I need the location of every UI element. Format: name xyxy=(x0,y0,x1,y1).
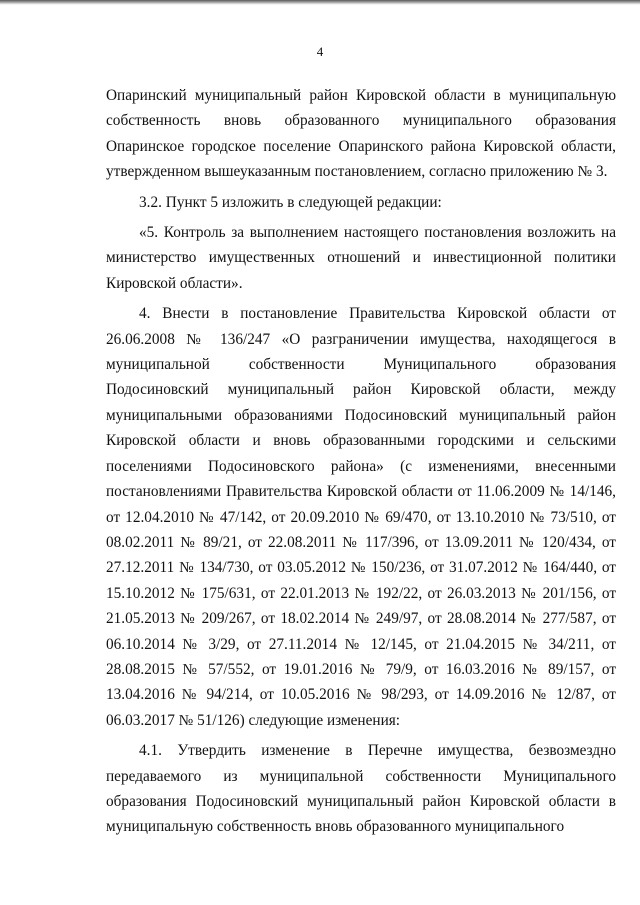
paragraph-continuation: Опаринский муниципальный район Кировской области в муниципальную собственность вновь образованного муниципального образования Опаринское городское поселение Опаринского района Кировской области, утвержденном вышеуказанным постановлением, согласно приложению № 3. xyxy=(106,87,616,181)
paragraph-4: 4. Внести в постановление Правительства Кировской области от 26.06.2008 № 136/247 «О разграничении имущества, находящегося в муниципальной собственности Муниципального образования Подосиновский муниципальный район Кировской области, между муниципальными образованиями Подосиновский муниципальный район Кировской области и вновь образованными городскими и сельскими поселениями Подосиновского района» (с изменениями, внесенными постановлениями Правительства Кировской области от 11.06.2009 № 14/146, от 12.04.2010 № 47/142, от 20.09.2010 № 69/470, от 13.10.2010 № 73/510, от 08.02.2011 № 89/21, от 22.08.2011 № 117/396, от 13.09.2011 № 120/434, от 27.12.2011 № 134/730, от 03.05.2012 № 150/236, от 31.07.2012 № 164/440, от 15.10.2012 № 175/631, от 22.01.2013 № 192/22, от 26.03.2013 № 201/156, от 21.05.2013 № 209/267, от 18.02.2014 № 249/97, от 28.08.2014 № 277/587, от 06.10.2014 № 3/29, от 27.11.2014 № 12/145, от 21.04.2015 № 34/211, от 28.08.2015 № 57/552, от 19.01.2016 № 79/9, от 16.03.2016 № 89/157, от 13.04.2016 № 94/214, от 10.05.2016 № 98/293, от 14.09.2016 № 12/87, от 06.03.2017 № 51/126) следующие изменения: xyxy=(106,305,616,729)
paragraph-3-2: 3.2. Пункт 5 изложить в следующей редакции: xyxy=(139,193,442,211)
page-number: 4 xyxy=(316,44,324,59)
paragraph-point-5-quote: «5. Контроль за выполнением настоящего постановления возложить на министерство имущественных отношений и инвестиционной политики Кировской области». xyxy=(106,224,616,292)
document-body xyxy=(106,83,616,840)
paragraph-4-1: 4.1. Утвердить изменение в Перечне имущества, безвозмездно передаваемого из муниципальной собственности Муниципального образования Подосиновский муниципальный район Кировской области в муниципальную собственность вновь образованного муниципального xyxy=(106,742,616,836)
scan-top-edge xyxy=(0,0,640,5)
